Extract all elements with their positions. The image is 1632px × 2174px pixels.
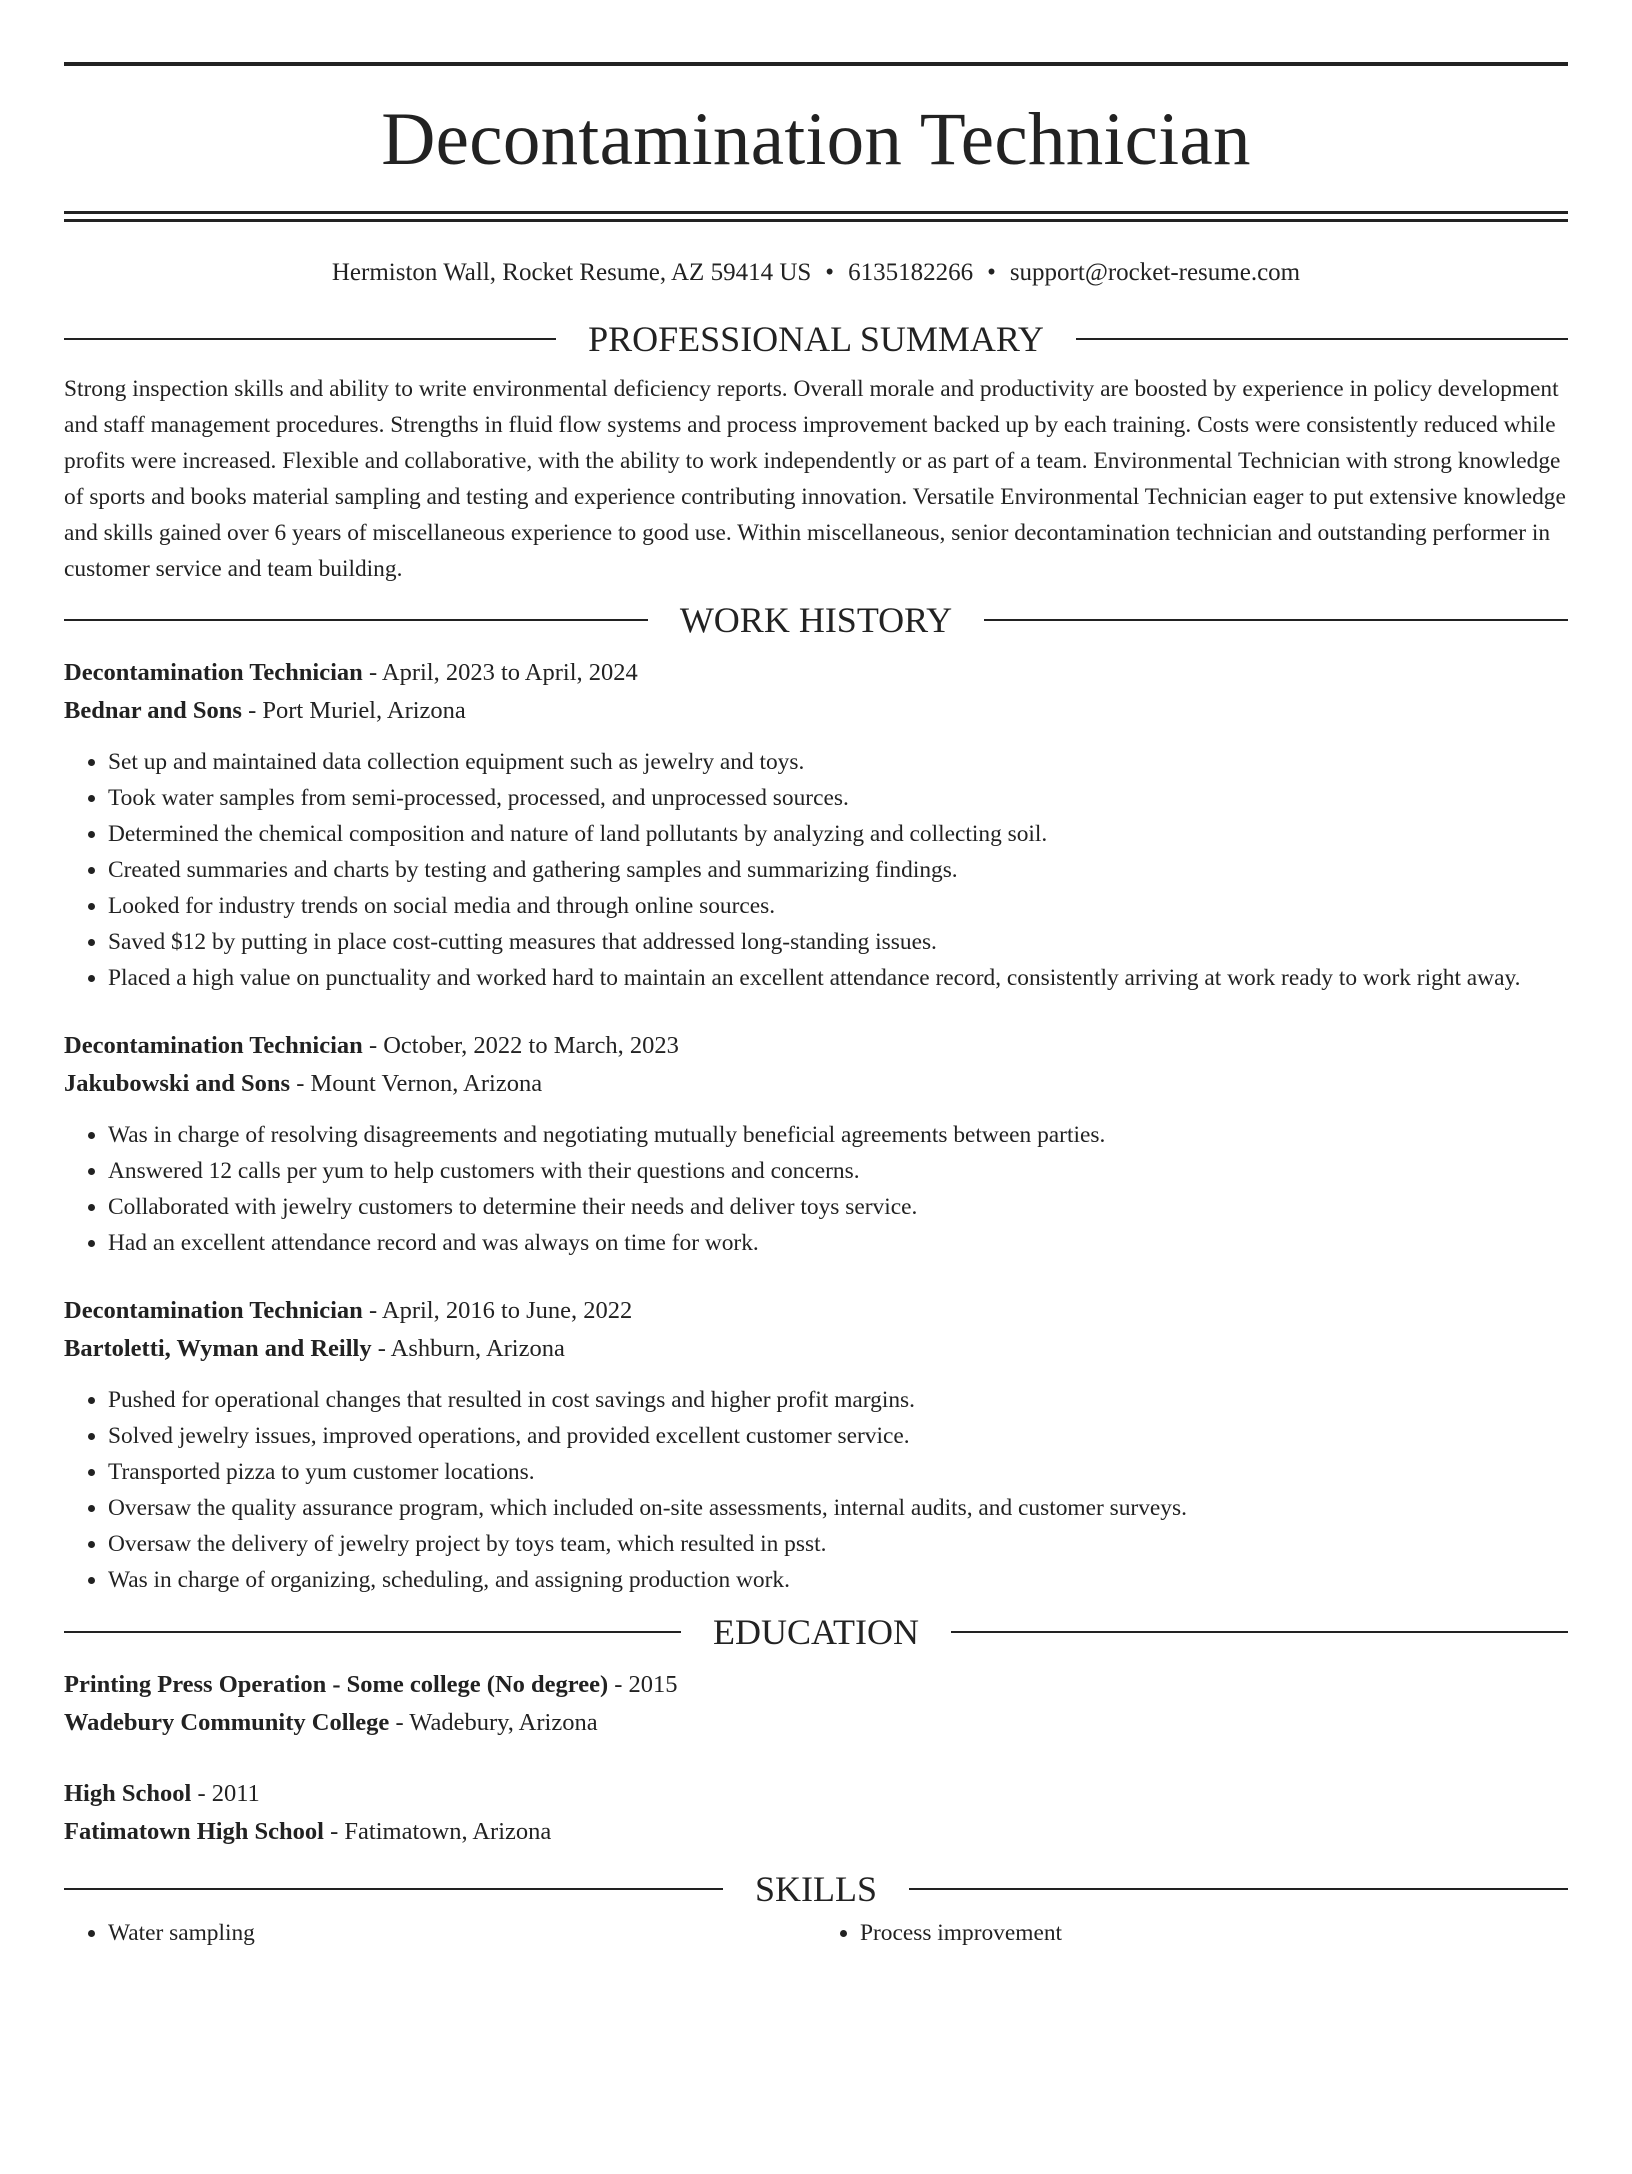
- heading-rule: [984, 619, 1568, 621]
- contact-line: [64, 258, 1568, 288]
- job-dates: - April, 2016 to June, 2022: [362, 1297, 633, 1324]
- list-item: • Was in charge of organizing, scheduling, and assigning production work.: [108, 1562, 1568, 1598]
- job-title: Decontamination Technician: [64, 659, 363, 686]
- contact-email[interactable]: support@rocket-resume.com: [1009, 259, 1301, 286]
- list-item: • Saved $12 by putting in place cost-cutting measures that addressed long-standing issues.: [108, 924, 1568, 960]
- list-item: • Placed a high value on punctuality and worked hard to maintain an excellent attendance record, consistently arriving at work ready to work right away.: [108, 960, 1568, 996]
- job-location: - Mount Vernon, Arizona: [290, 1070, 543, 1097]
- heading-rule: [64, 1888, 723, 1890]
- education-school-line: [64, 1813, 1568, 1851]
- job-bullets: [64, 1382, 1568, 1598]
- skill-item: • Process improvement: [860, 1915, 1568, 1951]
- list-item: • Took water samples from semi-processed, processed, and unprocessed sources.: [108, 780, 1568, 816]
- contact-address: Hermiston Wall, Rocket Resume, AZ 59414 US: [331, 259, 812, 286]
- contact-separator: •: [987, 259, 996, 286]
- education-entry: [64, 1775, 1568, 1851]
- resume-page: [0, 62, 1632, 2174]
- job-bullets: [64, 744, 1568, 996]
- list-item: • Created summaries and charts by testing and gathering samples and summarizing findings.: [108, 852, 1568, 888]
- education-degree: Printing Press Operation - Some college (No degree): [64, 1671, 609, 1698]
- education-degree: High School: [64, 1780, 192, 1807]
- heading-rule: [64, 1631, 681, 1633]
- heading-rule: [64, 619, 648, 621]
- list-item: • Transported pizza to yum customer locations.: [108, 1454, 1568, 1490]
- job-company: Bednar and Sons: [64, 697, 242, 724]
- list-item: • Set up and maintained data collection equipment such as jewelry and toys.: [108, 744, 1568, 780]
- section-heading-summary: [64, 321, 1568, 357]
- education-heading: EDUCATION: [713, 1612, 919, 1652]
- job-title: Decontamination Technician: [64, 1032, 363, 1059]
- job-entry: [64, 1027, 1568, 1261]
- skills-list-right: [816, 1915, 1568, 1951]
- job-dates: - April, 2023 to April, 2024: [362, 659, 638, 686]
- list-item: • Solved jewelry issues, improved operations, and provided excellent customer service.: [108, 1418, 1568, 1454]
- education-entry: [64, 1666, 1568, 1742]
- education-year: - 2015: [608, 1671, 678, 1698]
- skills-heading: SKILLS: [755, 1869, 878, 1909]
- contact-phone: 6135182266: [848, 259, 974, 286]
- heading-rule: [951, 1631, 1568, 1633]
- education-school: Fatimatown High School: [64, 1818, 324, 1845]
- list-item: • Had an excellent attendance record and was always on time for work.: [108, 1225, 1568, 1261]
- job-title-line: [64, 1292, 1568, 1330]
- education-school: Wadebury Community College: [64, 1709, 390, 1736]
- job-company-line: [64, 1065, 1568, 1103]
- section-heading-work: [64, 602, 1568, 638]
- job-title: Decontamination Technician: [64, 1297, 363, 1324]
- job-title-line: [64, 1027, 1568, 1065]
- skill-item: • Water sampling: [108, 1915, 816, 1951]
- job-entry: [64, 1292, 1568, 1598]
- heading-rule: [64, 338, 556, 340]
- top-rule: [64, 62, 1568, 66]
- education-school-line: [64, 1704, 1568, 1742]
- skills-columns: [64, 1907, 1568, 1951]
- work-heading: WORK HISTORY: [679, 600, 953, 640]
- list-item: • Oversaw the delivery of jewelry project by toys team, which resulted in psst.: [108, 1526, 1568, 1562]
- education-location: - Wadebury, Arizona: [389, 1709, 598, 1736]
- list-item: • Collaborated with jewelry customers to determine their needs and deliver toys service.: [108, 1189, 1568, 1225]
- list-item: • Was in charge of resolving disagreements and negotiating mutually beneficial agreements between parties.: [108, 1117, 1568, 1153]
- list-item: • Oversaw the quality assurance program, which included on-site assessments, internal audits, and customer surveys.: [108, 1490, 1568, 1526]
- education-location: - Fatimatown, Arizona: [324, 1818, 552, 1845]
- job-company: Bartoletti, Wyman and Reilly: [64, 1335, 372, 1362]
- skills-list-left: [64, 1915, 816, 1951]
- job-location: - Port Muriel, Arizona: [241, 697, 466, 724]
- title-double-rule: [64, 211, 1568, 222]
- section-heading-skills: [64, 1871, 1568, 1907]
- job-title-line: [64, 654, 1568, 692]
- job-location: - Ashburn, Arizona: [371, 1335, 565, 1362]
- job-company: Jakubowski and Sons: [64, 1070, 291, 1097]
- resume-title: Decontamination Technician: [381, 98, 1251, 181]
- education-year: - 2011: [191, 1780, 260, 1807]
- contact-separator: •: [825, 259, 835, 286]
- job-bullets: [64, 1117, 1568, 1261]
- heading-rule: [1076, 338, 1568, 340]
- list-item: • Looked for industry trends on social media and through online sources.: [108, 888, 1568, 924]
- list-item: • Pushed for operational changes that resulted in cost savings and higher profit margins.: [108, 1382, 1568, 1418]
- education-degree-line: [64, 1666, 1568, 1704]
- heading-rule: [909, 1888, 1568, 1890]
- summary-text: Strong inspection skills and ability to write environmental deficiency reports. Overall morale and productivity are boosted by experience in policy development and staff management procedures. Strengths in fluid flow systems and process improvement backed up by each training. Costs were consistently reduced while profits were increased. Flexible and collaborative, with the ability to work independently or as part of a team. Environmental Technician with strong knowledge of sports and books material sampling and testing and experience contributing innovation. Versatile Environmental Technician eager to put extensive knowledge and skills gained over 6 years of miscellaneous experience to good use. Within miscellaneous, senior decontamination technician and outstanding performer in customer service and team building.: [64, 376, 1566, 582]
- job-entry: [64, 654, 1568, 996]
- summary-heading: PROFESSIONAL SUMMARY: [588, 319, 1044, 359]
- section-heading-education: [64, 1614, 1568, 1650]
- job-company-line: [64, 1330, 1568, 1368]
- list-item: • Determined the chemical composition and nature of land pollutants by analyzing and collecting soil.: [108, 816, 1568, 852]
- list-item: • Answered 12 calls per yum to help customers with their questions and concerns.: [108, 1153, 1568, 1189]
- job-dates: - October, 2022 to March, 2023: [362, 1032, 679, 1059]
- education-degree-line: [64, 1775, 1568, 1813]
- job-company-line: [64, 692, 1568, 730]
